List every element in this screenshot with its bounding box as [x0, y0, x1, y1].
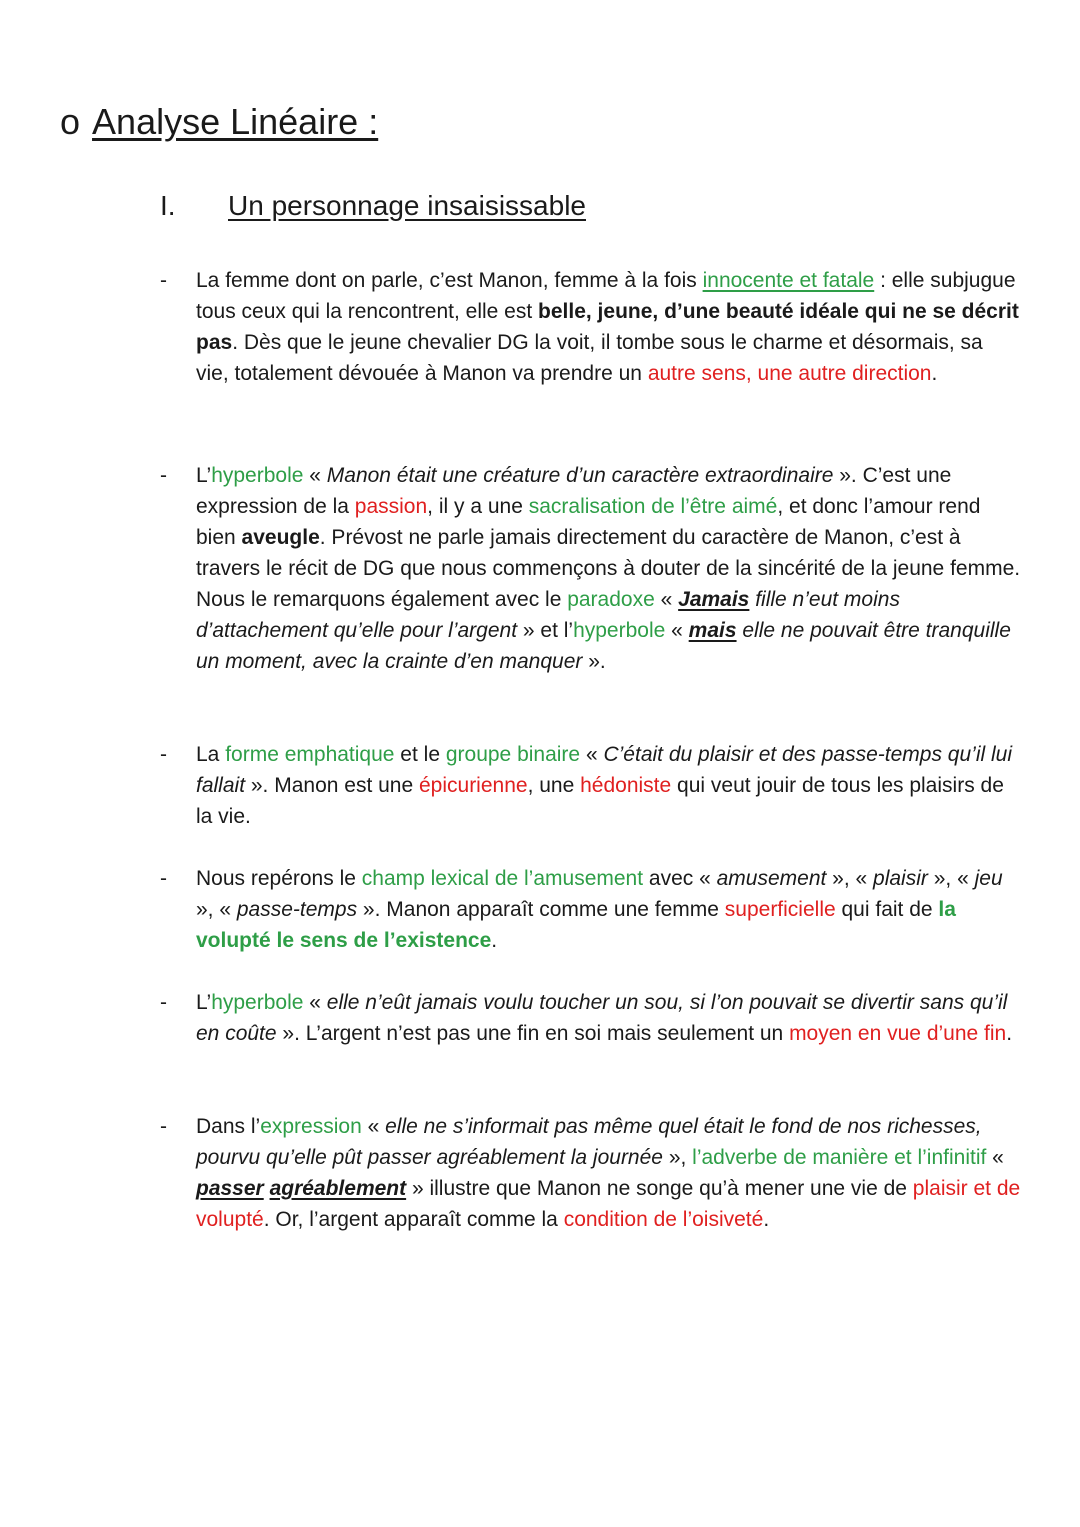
text-run: superficielle: [724, 898, 836, 921]
text-run: condition de l’oisiveté: [563, 1208, 764, 1231]
paragraph: [196, 265, 1021, 389]
text-run: L’: [196, 991, 212, 1014]
list-dash: -: [160, 743, 167, 766]
text-run: hédoniste: [580, 774, 672, 797]
text-run: ».: [582, 650, 606, 673]
text-run: .: [931, 362, 938, 385]
text-run: épicurienne: [418, 774, 528, 797]
text-run: », «: [826, 867, 874, 890]
text-run: elle n’eût jamais voulu toucher un sou, si l’on pouvait se divertir sans qu’il en coûte: [196, 991, 1008, 1045]
text-run: passer: [196, 1177, 264, 1200]
paragraph: [196, 460, 1021, 677]
text-run: hyperbole: [573, 619, 666, 642]
text-run: La femme dont on parle, c’est Manon, femme à la fois: [196, 269, 703, 292]
text-run: . Dès que le jeune chevalier DG la voit, il tombe sous le charme et désormais, sa vie, totalement dévouée à Manon va prendre un: [196, 331, 983, 385]
text-run: belle, jeune, d’une beauté idéale qui ne se décrit pas: [196, 300, 1019, 354]
paragraph: [196, 987, 1021, 1049]
text-run: , une: [527, 774, 581, 797]
text-run: Jamais: [678, 588, 750, 611]
text-run: Dans l’: [196, 1115, 261, 1138]
text-run: ». Manon est une: [245, 774, 419, 797]
text-run: elle ne s’informait pas même quel était le fond de nos richesses, pourvu qu’elle pût passer agréablement la journée: [196, 1115, 982, 1169]
list-dash: -: [160, 867, 167, 890]
text-run: » et l’: [517, 619, 574, 642]
text-run: «: [654, 588, 679, 611]
text-run: champ lexical de l’amusement: [361, 867, 644, 890]
list-dash: -: [160, 269, 167, 292]
text-run: , et donc l’amour rend bien: [196, 495, 981, 549]
text-run: sacralisation de l’être aimé: [528, 495, 778, 518]
text-run: mais: [688, 619, 737, 642]
text-run: innocente et fatale: [702, 269, 875, 292]
text-run: qui veut jouir de tous les plaisirs de la vie.: [196, 774, 1004, 828]
text-run: plaisir: [873, 867, 928, 890]
text-run: ». Manon apparaît comme une femme: [357, 898, 725, 921]
text-run: plaisir et de volupté: [196, 1177, 1021, 1231]
text-run: », «: [196, 898, 237, 921]
title-text: Analyse Linéaire :: [92, 101, 379, 142]
paragraph: [196, 863, 1021, 956]
text-run: »,: [662, 1146, 693, 1169]
text-run: jeu: [974, 867, 1003, 890]
text-run: expression: [260, 1115, 362, 1138]
text-run: . Or, l’argent apparaît comme la: [263, 1208, 564, 1231]
page-title: [60, 100, 378, 144]
text-run: «: [580, 743, 604, 766]
text-run: ». C’est une expression de la: [196, 464, 952, 518]
text-run: : elle subjugue tous ceux qui la rencontrent, elle est: [196, 269, 1016, 323]
text-run: Nous repérons le: [196, 867, 362, 890]
text-run: aveugle: [241, 526, 320, 549]
text-run: L’: [196, 464, 212, 487]
text-run: «: [665, 619, 689, 642]
text-run: l’adverbe de manière et l’infinitif: [692, 1146, 987, 1169]
text-run: . Prévost ne parle jamais directement du caractère de Manon, c’est à travers le récit de DG que nous commençons à douter de la sincérité de la jeune femme. Nous le remarquons également avec le: [196, 526, 1021, 611]
text-run: », «: [927, 867, 975, 890]
paragraph: [196, 739, 1021, 832]
text-run: «: [303, 991, 327, 1014]
text-run: avec «: [643, 867, 717, 890]
text-run: .: [491, 929, 498, 952]
section-number: I.: [160, 190, 176, 221]
text-run: C’était du plaisir et des passe-temps qu’il lui fallait: [196, 743, 1012, 797]
text-run: moyen en vue d’une fin: [789, 1022, 1007, 1045]
paragraph: [196, 1111, 1021, 1235]
text-run: passe-temps: [236, 898, 358, 921]
text-run: amusement: [716, 867, 827, 890]
text-run: Manon était une créature d’un caractère extraordinaire: [326, 464, 834, 487]
text-run: «: [986, 1146, 1004, 1169]
text-run: La: [196, 743, 226, 766]
text-run: groupe binaire: [445, 743, 581, 766]
text-run: passion: [354, 495, 428, 518]
text-run: qui fait de: [835, 898, 939, 921]
text-run: agréablement: [269, 1177, 407, 1200]
title-bullet: o: [60, 101, 81, 142]
text-run: paradoxe: [567, 588, 655, 611]
text-run: autre sens, une autre direction: [647, 362, 932, 385]
text-run: forme emphatique: [225, 743, 395, 766]
text-run: .: [763, 1208, 770, 1231]
text-run: «: [361, 1115, 386, 1138]
text-run: hyperbole: [211, 464, 304, 487]
list-dash: -: [160, 1115, 167, 1138]
text-run: elle ne pouvait être tranquille un moment, avec la crainte d’en manquer: [196, 619, 1011, 673]
section-title: Un personnage insaisissable: [228, 190, 586, 221]
text-run: .: [1006, 1022, 1013, 1045]
text-run: fille n’eut moins d’attachement qu’elle pour l’argent: [196, 588, 900, 642]
text-run: et le: [394, 743, 446, 766]
text-run: » illustre que Manon ne songe qu’à mener une vie de: [406, 1177, 913, 1200]
text-run: «: [303, 464, 327, 487]
text-run: hyperbole: [211, 991, 304, 1014]
list-dash: -: [160, 464, 167, 487]
list-dash: -: [160, 991, 167, 1014]
text-run: la volupté le sens de l’existence: [196, 898, 956, 952]
text-run: ». L’argent n’est pas une fin en soi mais seulement un: [276, 1022, 790, 1045]
text-run: , il y a une: [427, 495, 529, 518]
